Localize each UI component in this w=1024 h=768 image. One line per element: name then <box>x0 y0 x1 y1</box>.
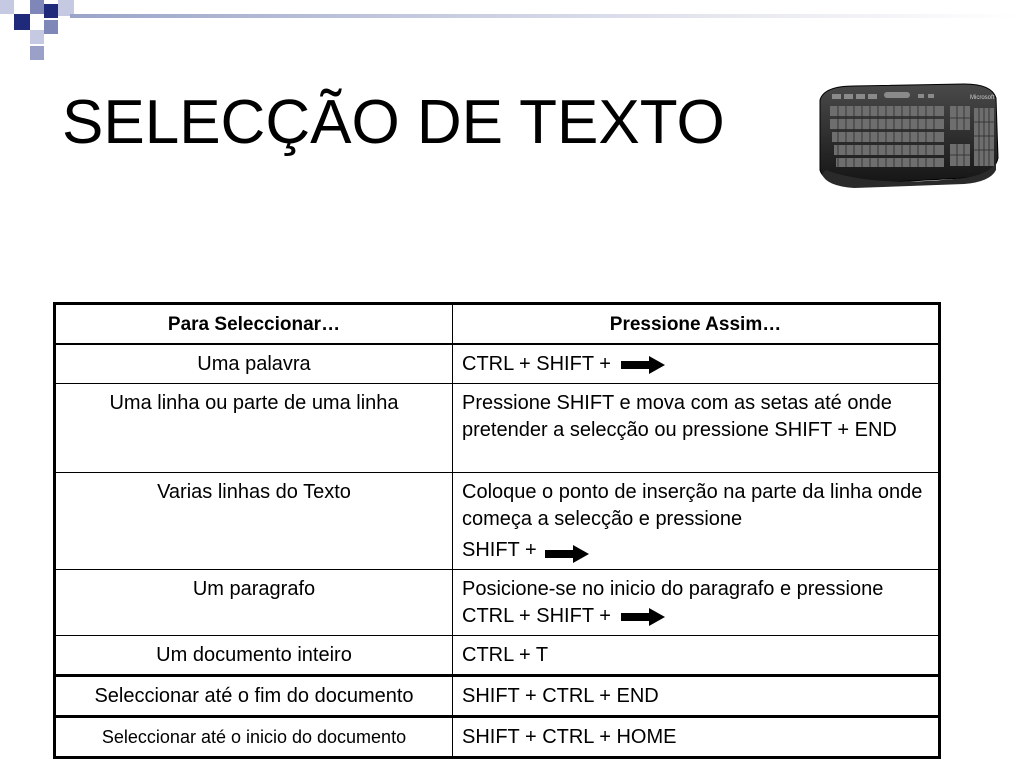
action-text: Coloque o ponto de inserção na parte da linha onde começa a selecção e pressione <box>462 481 923 530</box>
action-cell: Pressione SHIFT e mova com as setas até onde pretender a selecção ou pressione SHIFT + END <box>453 384 940 473</box>
action-cell <box>453 473 940 570</box>
target-cell: Varias linhas do Texto <box>55 473 453 570</box>
decor-square <box>30 30 44 44</box>
table-row <box>55 384 940 473</box>
action-cell <box>453 570 940 636</box>
right-arrow-icon <box>545 544 589 564</box>
decorative-header-band <box>0 0 1024 60</box>
target-cell: Uma linha ou parte de uma linha <box>55 384 453 473</box>
table-row <box>55 570 940 636</box>
right-arrow-icon <box>621 607 665 627</box>
action-text: CTRL + SHIFT + <box>462 353 611 375</box>
shortcuts-table <box>53 302 941 759</box>
decor-square <box>0 0 14 14</box>
decor-square <box>44 20 58 34</box>
table-row <box>55 717 940 758</box>
decor-band-line <box>70 14 1024 18</box>
slide-title: SELECÇÃO DE TEXTO <box>62 88 725 157</box>
action-cell: SHIFT + CTRL + END <box>453 676 940 717</box>
decor-square <box>30 0 44 14</box>
table-row <box>55 676 940 717</box>
table-row <box>55 636 940 676</box>
target-cell: Seleccionar até o inicio do documento <box>55 717 453 758</box>
target-cell: Um paragrafo <box>55 570 453 636</box>
right-arrow-icon <box>621 355 665 375</box>
target-cell: Uma palavra <box>55 344 453 384</box>
decor-square <box>14 14 30 30</box>
action-text: Posicione-se no inicio do paragrafo e pressione CTRL + SHIFT + <box>462 578 884 627</box>
keyboard-brand: Microsoft <box>970 95 995 101</box>
decor-square <box>44 4 58 18</box>
table-header-row <box>55 304 940 345</box>
action-text: SHIFT + <box>462 539 537 561</box>
action-cell: CTRL + T <box>453 636 940 676</box>
table-row <box>55 473 940 570</box>
target-cell: Seleccionar até o fim do documento <box>55 676 453 717</box>
action-cell: SHIFT + CTRL + HOME <box>453 717 940 758</box>
action-cell <box>453 344 940 384</box>
keyboard-image <box>814 78 1000 190</box>
column-header: Para Seleccionar… <box>55 304 453 345</box>
table-row <box>55 344 940 384</box>
column-header: Pressione Assim… <box>453 304 940 345</box>
decor-square <box>30 46 44 60</box>
target-cell: Um documento inteiro <box>55 636 453 676</box>
